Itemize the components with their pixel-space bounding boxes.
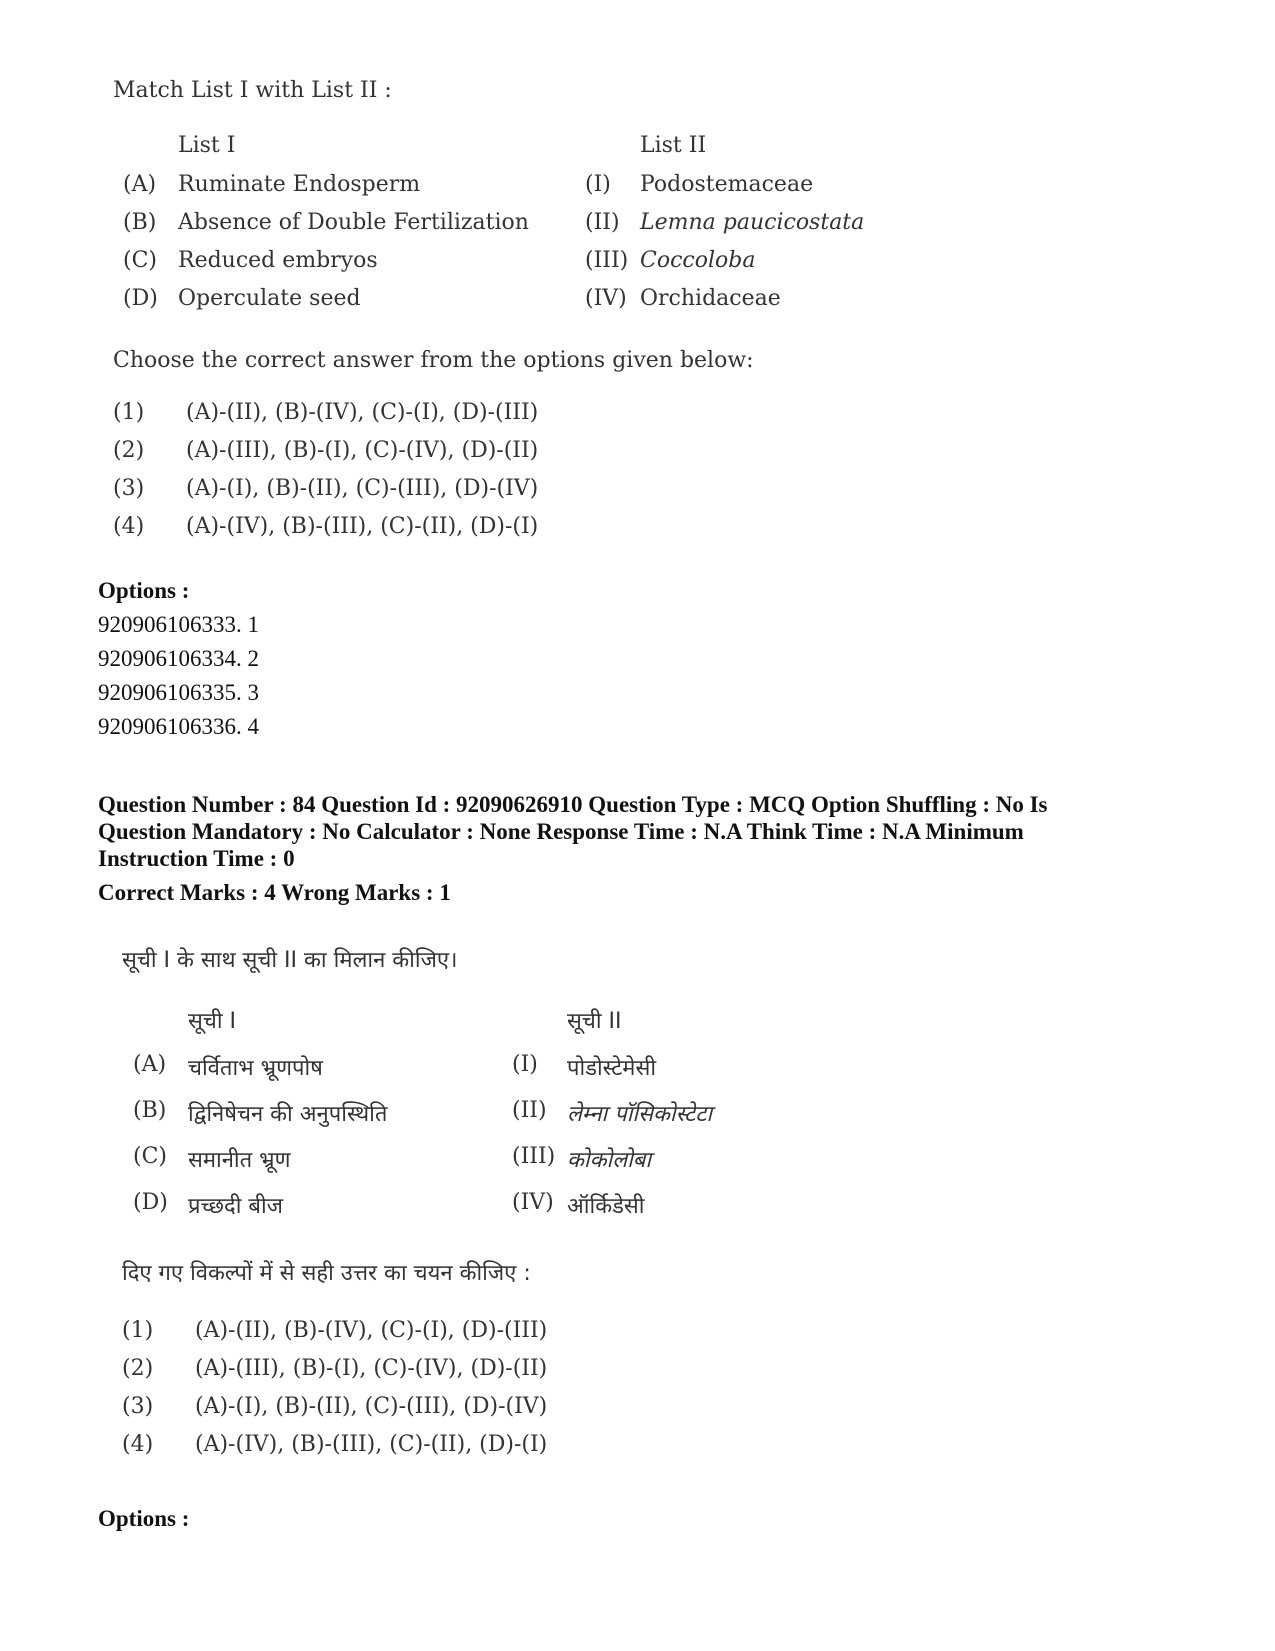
marks-line: Correct Marks : 4 Wrong Marks : 1 [98,880,451,905]
option-item: 920906106335. 3 [98,680,259,705]
list2-item: Podostemaceae [640,172,814,197]
option-item: 920906106336. 4 [98,714,259,739]
list1-item: Operculate seed [178,286,361,311]
options-title-2: Options : [98,1506,190,1531]
question-meta-line: Instruction Time : 0 [98,846,295,871]
answer-number: (2) [113,438,145,463]
choose-instruction: Choose the correct answer from the options given below: [113,348,754,373]
hindi-answer-text: (A)-(III), (B)-(I), (C)-(IV), (D)-(II) [195,1356,548,1381]
hindi-answer-text: (A)-(II), (B)-(IV), (C)-(I), (D)-(III) [195,1318,548,1343]
answer-text: (A)-(III), (B)-(I), (C)-(IV), (D)-(II) [186,438,539,463]
hindi-list1-key: (C) [133,1144,167,1169]
hindi-list1-item: चर्विताभ भ्रूणपोष [188,1056,323,1081]
list1-item: Reduced embryos [178,248,378,273]
hindi-answer-number: (1) [122,1318,154,1343]
hindi-list2-item: लेम्ना पॉसिकोस्टेटा [567,1102,713,1127]
hindi-list2-key: (IV) [512,1190,554,1215]
hindi-list2-key: (II) [512,1098,547,1123]
list2-key: (II) [585,210,620,235]
hindi-list2-key: (I) [512,1052,538,1077]
answer-number: (1) [113,400,145,425]
list1-key: (A) [123,172,157,197]
option-item: 920906106334. 2 [98,646,259,671]
hindi-answer-text: (A)-(IV), (B)-(III), (C)-(II), (D)-(I) [195,1432,548,1457]
hindi-list2-item: ऑर्किडेसी [567,1194,645,1219]
answer-number: (3) [113,476,145,501]
hindi-answer-number: (3) [122,1394,154,1419]
hindi-list1-key: (B) [133,1098,167,1123]
hindi-answer-number: (4) [122,1432,154,1457]
list1-item: Absence of Double Fertilization [178,210,529,235]
hindi-choose-instruction: दिए गए विकल्पों में से सही उत्तर का चयन कीजिए : [122,1261,531,1286]
list1-key: (D) [123,286,158,311]
hindi-list1-item: प्रच्छदी बीज [188,1194,283,1219]
answer-number: (4) [113,514,145,539]
hindi-list2-title: सूची II [567,1009,622,1034]
hindi-list1-title: सूची I [188,1009,237,1034]
list2-item: Orchidaceae [640,286,781,311]
option-item: 920906106333. 1 [98,612,259,637]
answer-text: (A)-(II), (B)-(IV), (C)-(I), (D)-(III) [186,400,539,425]
list1-item: Ruminate Endosperm [178,172,421,197]
hindi-question-heading: सूची I के साथ सूची II का मिलान कीजिए। [122,948,458,973]
list2-item: Coccoloba [640,248,756,273]
hindi-answer-text: (A)-(I), (B)-(II), (C)-(III), (D)-(IV) [195,1394,548,1419]
answer-text: (A)-(I), (B)-(II), (C)-(III), (D)-(IV) [186,476,539,501]
list2-key: (III) [585,248,629,273]
hindi-list1-item: द्विनिषेचन की अनुपस्थिति [188,1102,388,1127]
hindi-answer-number: (2) [122,1356,154,1381]
question-meta-line: Question Number : 84 Question Id : 92090626910 Question Type : MCQ Option Shuffling : No Is [98,792,1048,817]
list1-key: (C) [123,248,157,273]
hindi-list2-key: (III) [512,1144,556,1169]
hindi-list2-item: पोडोस्टेमेसी [567,1056,657,1081]
list1-key: (B) [123,210,157,235]
hindi-list2-item: कोकोलोबा [567,1148,652,1173]
hindi-list1-key: (D) [133,1190,168,1215]
list2-title: List II [640,133,707,158]
question-heading: Match List I with List II : [113,78,392,103]
list2-key: (I) [585,172,611,197]
options-title: Options : [98,578,190,603]
list2-key: (IV) [585,286,627,311]
question-meta-line: Question Mandatory : No Calculator : None Response Time : N.A Think Time : N.A Minimum [98,819,1024,844]
hindi-list1-item: समानीत भ्रूण [188,1148,291,1173]
hindi-list1-key: (A) [133,1052,167,1077]
list1-title: List I [178,133,236,158]
list2-item: Lemna paucicostata [640,210,865,235]
answer-text: (A)-(IV), (B)-(III), (C)-(II), (D)-(I) [186,514,539,539]
